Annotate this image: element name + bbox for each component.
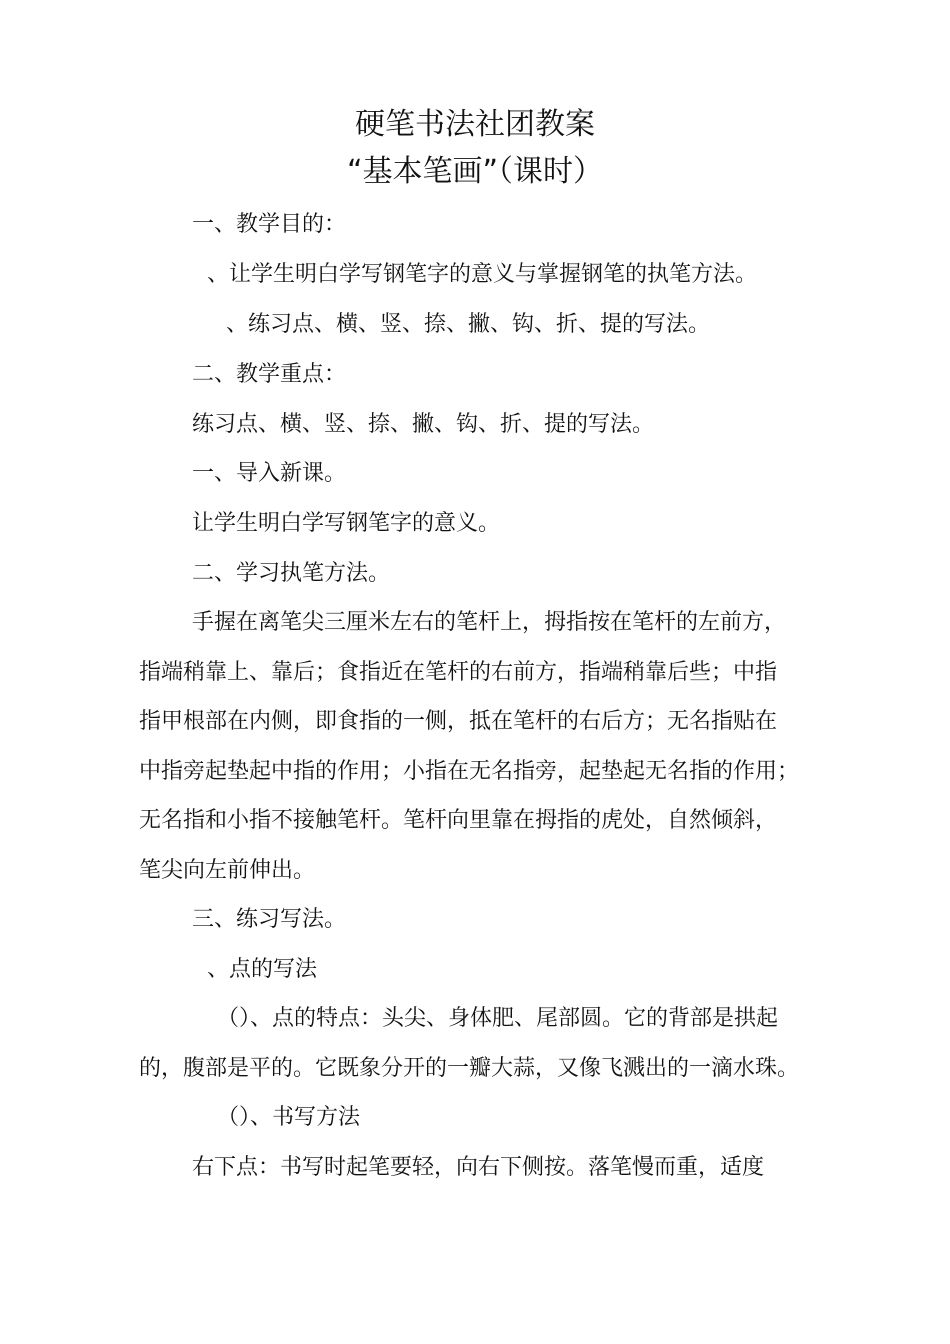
paragraph-line: 右下点：书写时起笔要轻，向右下侧按。落笔慢而重，适度 <box>192 1155 765 1180</box>
paragraph-line: 指端稍靠上、靠后；食指近在笔杆的右前方，指端稍靠后些；中指 <box>139 660 778 685</box>
section-heading-key-points: 二、教学重点： <box>192 362 347 387</box>
document-subtitle: “基本笔画”（课时） <box>346 154 604 189</box>
goal-item-1: 、让学生明白学写钢笔字的意义与掌握钢笔的执笔方法。 <box>207 262 758 287</box>
intro-text: 让学生明白学写钢笔字的意义。 <box>192 511 501 536</box>
section-heading-pen-holding: 二、学习执笔方法。 <box>192 561 391 586</box>
section-heading-intro: 一、导入新课。 <box>192 461 347 486</box>
paragraph-line: 指甲根部在内侧，即食指的一侧，抵在笔杆的右后方；无名指贴在 <box>139 709 778 734</box>
subsection-heading-method: （）、书写方法 <box>217 1105 361 1130</box>
key-point-text: 练习点、横、竖、捺、撇、钩、折、提的写法。 <box>192 412 655 437</box>
document-title: 硬笔书法社团教案 <box>355 107 595 142</box>
paragraph-line: （）、点的特点：头尖、身体肥、尾部圆。它的背部是拱起 <box>217 1006 779 1031</box>
goal-item-2: 、练习点、横、竖、捺、撇、钩、折、提的写法。 <box>226 312 711 337</box>
paragraph-line: 手握在离笔尖三厘米左右的笔杆上，拇指按在笔杆的左前方， <box>192 610 787 635</box>
section-heading-teaching-goals: 一、教学目的： <box>192 212 347 237</box>
paragraph-line: 中指旁起垫起中指的作用；小指在无名指旁，起垫起无名指的作用； <box>139 759 800 784</box>
paragraph-line: 笔尖向左前伸出。 <box>139 858 316 883</box>
paragraph-line: 无名指和小指不接触笔杆。笔杆向里靠在拇指的虎处，自然倾斜， <box>139 808 778 833</box>
subsection-heading-dot: 、点的写法 <box>207 957 318 982</box>
paragraph-line: 的，腹部是平的。它既象分开的一瓣大蒜，又像飞溅出的一滴水珠。 <box>139 1056 800 1081</box>
section-heading-practice: 三、练习写法。 <box>192 907 347 932</box>
